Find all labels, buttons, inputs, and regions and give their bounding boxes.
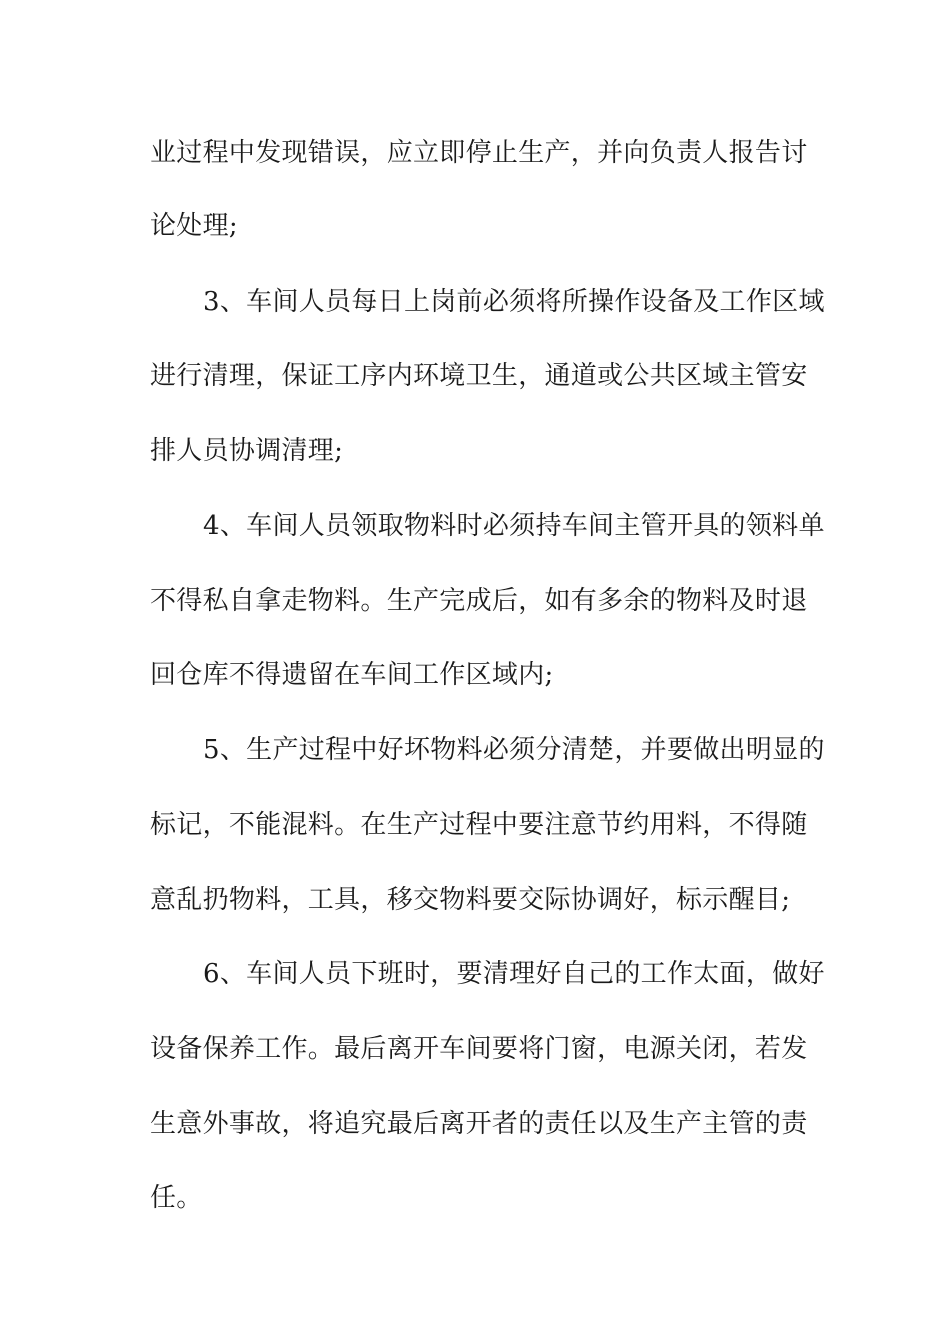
text-line: 意乱扔物料，工具，移交物料要交际协调好，标示醒目;	[150, 885, 791, 915]
paragraph-4-start: 4、车间人员领取物料时必须持车间主管开具的领料单	[203, 511, 825, 541]
paragraph-6-start: 6、车间人员下班时，要清理好自己的工作太面，做好	[203, 959, 825, 989]
text-line: 排人员协调清理;	[150, 436, 344, 466]
text-line: 任。	[150, 1183, 203, 1213]
text-line: 业过程中发现错误，应立即停止生产，并向负责人报告讨	[150, 138, 808, 168]
paragraph-3-start: 3、车间人员每日上岗前必须将所操作设备及工作区域	[203, 287, 825, 317]
text-line: 论处理;	[150, 211, 238, 241]
text-line: 不得私自拿走物料。生产完成后，如有多余的物料及时退	[150, 586, 808, 616]
text-line: 回仓库不得遗留在车间工作区域内;	[150, 660, 554, 690]
text-line: 生意外事故，将追究最后离开者的责任以及生产主管的责	[150, 1109, 808, 1139]
text-line: 设备保养工作。最后离开车间要将门窗，电源关闭，若发	[150, 1034, 808, 1064]
paragraph-5-start: 5、生产过程中好坏物料必须分清楚，并要做出明显的	[203, 735, 825, 765]
text-line: 标记，不能混料。在生产过程中要注意节约用料，不得随	[150, 810, 808, 840]
text-line: 进行清理，保证工序内环境卫生，通道或公共区域主管安	[150, 361, 808, 391]
